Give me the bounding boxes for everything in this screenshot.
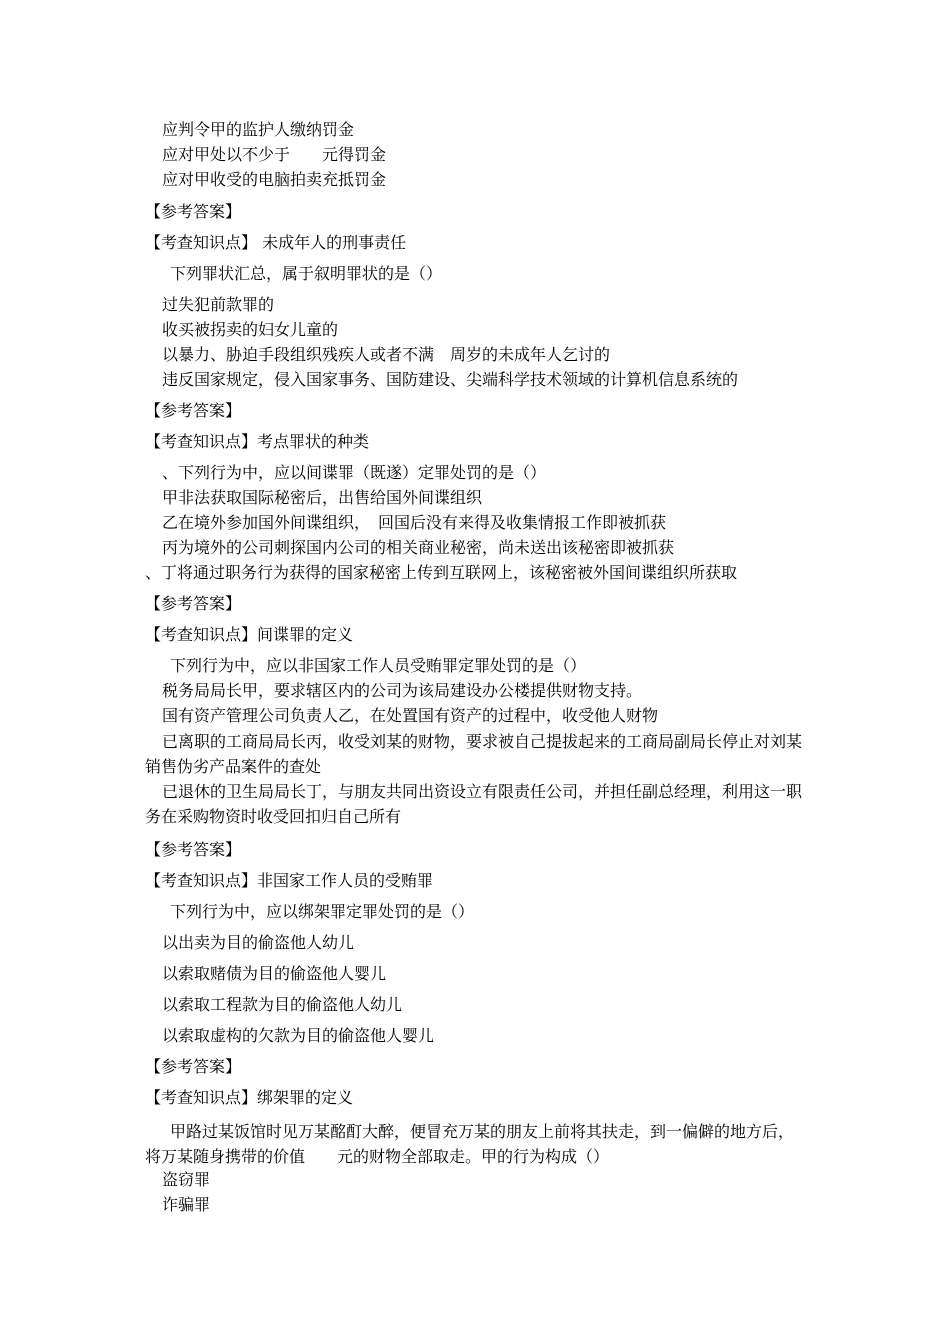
option-line: 乙在境外参加国外间谍组织， 回国后没有来得及收集情报工作即被抓获 <box>162 513 667 532</box>
question-text: 甲路过某饭馆时见万某酩酊大醉，便冒充万某的朋友上前将其扶走，到一偏僻的地方后，将万某随身携带的价值 元的财物全部取走。甲的行为构成（） <box>145 1122 795 1166</box>
option-line: 应对甲处以不少于 元得罚金 <box>162 145 387 164</box>
knowledge-point: 【考查知识点】考点罪状的种类 <box>145 432 370 451</box>
option-line: 过失犯前款罪的 <box>162 295 275 314</box>
option-line: 以索取赌债为目的偷盗他人婴儿 <box>162 964 387 983</box>
question-text: 下列行为中，应以绑架罪定罪处罚的是（） <box>170 902 475 921</box>
option-line: 税务局局长甲，要求辖区内的公司为该局建设办公楼提供财物支持。 <box>162 681 643 700</box>
option-line: 已离职的工商局局长丙，收受刘某的财物，要求被自己提拔起来的工商局副局长停止对刘某销售伪劣产品案件的查处 <box>145 732 803 776</box>
answer-heading: 【参考答案】 <box>145 401 242 420</box>
knowledge-point: 【考查知识点】绑架罪的定义 <box>145 1088 354 1107</box>
knowledge-point: 【考查知识点】非国家工作人员的受贿罪 <box>145 871 434 890</box>
answer-heading: 【参考答案】 <box>145 594 242 613</box>
knowledge-point: 【考查知识点】 未成年人的刑事责任 <box>145 233 407 252</box>
option-line: 诈骗罪 <box>162 1195 211 1214</box>
answer-heading: 【参考答案】 <box>145 840 242 859</box>
option-line: 收买被拐卖的妇女儿童的 <box>162 320 339 339</box>
option-line: 违反国家规定，侵入国家事务、国防建设、尖端科学技术领域的计算机信息系统的 <box>162 370 739 389</box>
knowledge-point: 【考查知识点】间谍罪的定义 <box>145 625 354 644</box>
question-text: 下列罪状汇总，属于叙明罪状的是（） <box>170 264 443 283</box>
option-line: 以暴力、胁迫手段组织残疾人或者不满 周岁的未成年人乞讨的 <box>162 345 611 364</box>
option-line: 应判令甲的监护人缴纳罚金 <box>162 120 355 139</box>
option-line: 国有资产管理公司负责人乙，在处置国有资产的过程中，收受他人财物 <box>162 706 659 725</box>
answer-heading: 【参考答案】 <box>145 202 242 221</box>
option-line: 以索取工程款为目的偷盗他人幼儿 <box>162 995 403 1014</box>
option-line: 丙为境外的公司刺探国内公司的相关商业秘密，尚未送出该秘密即被抓获 <box>162 538 675 557</box>
option-line: 已退休的卫生局局长丁，与朋友共同出资设立有限责任公司，并担任副总经理，利用这一职务在采购物资时收受回扣归自己所有 <box>145 782 803 826</box>
question-text: 、下列行为中，应以间谍罪（既遂）定罪处罚的是（） <box>162 463 547 482</box>
option-line: 、丁将通过职务行为获得的国家秘密上传到互联网上，该秘密被外国间谍组织所获取 <box>145 563 738 582</box>
option-line: 以出卖为目的偷盗他人幼儿 <box>162 933 355 952</box>
option-line: 应对甲收受的电脑拍卖充抵罚金 <box>162 170 387 189</box>
option-line: 甲非法获取国际秘密后，出售给国外间谍组织 <box>162 488 483 507</box>
option-line: 以索取虚构的欠款为目的偷盗他人婴儿 <box>162 1026 435 1045</box>
answer-heading: 【参考答案】 <box>145 1057 242 1076</box>
option-line: 盗窃罪 <box>162 1170 211 1189</box>
question-text: 下列行为中，应以非国家工作人员受贿罪定罪处罚的是（） <box>170 656 587 675</box>
